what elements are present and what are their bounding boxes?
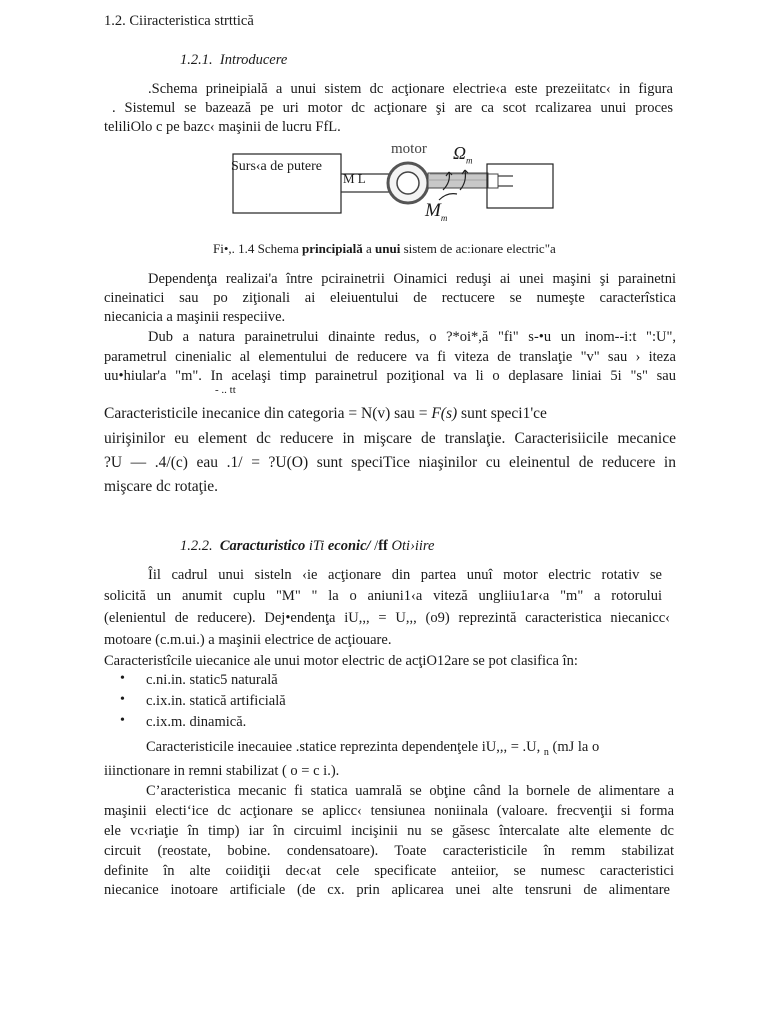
- para3-line-2: parametrul cinenialic al elementului de reducere va fi viteza de translaţie "v" sau › iteza: [104, 349, 676, 365]
- para7-line-5: definite în alte coiidiţii dec‹at cele specificate anteiior, se numesc caracteristici: [104, 863, 674, 879]
- intro-line-3: teliliOlo c pe bazc‹ maşinii de lucru FfL.: [104, 119, 341, 135]
- para5-line-5: Caracteristîcile uiecanice ale unui motor electric de acţiO12are se pot clasifica în:: [104, 653, 578, 669]
- para2-line-2: cineinatici sau po ziţionali ai eleiuentului de rectucere se numeşte caracterîstica: [104, 290, 676, 306]
- para7-line-3: ele vc‹riaţie în timp) iar în circuiml incişinii nu se găsesc întercalate alte elemente dc: [104, 823, 674, 839]
- para3-line-4: - .. tt: [215, 384, 236, 396]
- omega-label: $\Omega_m$: [453, 143, 473, 166]
- para5-line-3: (elenientul de reducere). Dej•endenţa iU,,, = U,,, (o9) reprezintă caracteristica niecanicc‹: [104, 610, 670, 626]
- motor-rotor-circle: [397, 172, 419, 194]
- para5-line-2: solicită un anumit cuplu "M" " la o aniuni1‹a viteză ungliiu1ar‹a "m" a rotorului: [104, 588, 662, 604]
- para7-line-2: maşinii electi‘ice dc acţionare se aplicc‹ tensiunea noniinala (valoare. frecvenţii si forma: [104, 803, 674, 819]
- para7-line-1: C’aracteristica mecanic fi statica uamrală se obţine când la bornele de alimentare a: [146, 783, 674, 799]
- coupling: [488, 174, 498, 188]
- intro-line-2: . Sistemul se bazează pe uri motor dc acţionare şi are ca scot rcalizarea unui proces: [112, 100, 673, 116]
- subsection-number: 1.2.1.: [180, 52, 213, 68]
- bullet-dot: •: [120, 692, 125, 707]
- para6-line-1: Caracteristicile inecauiee .statice reprezinta dependenţele iU,,, = .U, $_n$ (mJ la o: [146, 739, 600, 758]
- para4-line-3: ?U — .4/(c) eau .1/ = ?U(O) sunt speciTice niaşinilor cu eleinentul de reducere in: [104, 454, 676, 471]
- bullet-item-2: c.ix.in. statică artificială: [146, 693, 286, 709]
- bullet-dot: •: [120, 713, 125, 728]
- para7-line-6: niecanice inotoare artificiale (de cx. prin aplicarea unei alte tensruni de alimentare: [104, 882, 670, 898]
- para4-line-4: mişcare dc rotaţie.: [104, 478, 219, 495]
- torque-arrow: [439, 194, 457, 200]
- bullet-dot: •: [120, 671, 125, 686]
- motor-label: motor: [391, 141, 427, 157]
- subsection-title: Introducere: [219, 52, 288, 68]
- para3-line-1: Dub a natura parainetrului dinainte redus, o ?*oi*,ă "fi" s-•u un inom--i:t ":U",: [148, 329, 676, 345]
- para2-line-3: niecanicia a maşinii respeciive.: [104, 309, 286, 325]
- power-source-label: Surs‹a de putere: [231, 159, 322, 174]
- para7-line-4: circuit (reostate, bobine. condensatoare). Toate caracteristicile în remm stabilizat: [104, 843, 674, 859]
- para4-line-1: Caracteristicile inecanice din categoria = N(v) sau = F(s) sunt speci1'ce: [104, 405, 547, 422]
- para5-line-1: Îil cadrul unui sisteln ‹ie acţionare din partea unuî motor electric rotativ se: [148, 567, 662, 583]
- subsection-heading-introducere: [180, 51, 287, 69]
- torque-label: $M_m$: [425, 200, 448, 223]
- para2-line-1: Dependenţa realizai'a între pcirainetrii Oinamici reduşi ai unei maşini şi parainetni: [148, 271, 676, 287]
- shaft-left: [428, 173, 488, 188]
- ml-label: M L: [343, 171, 366, 186]
- subsection-heading-2: 1.2.2. Caracturistico iTi econic/ /ff Oti›iire: [180, 538, 435, 554]
- para5-line-4: motoare (c.m.ui.) a maşinii electrice de acţiouare.: [104, 632, 392, 648]
- intro-line-1: .Schema prineipială a unui sistem dc acţionare electrie‹a este prezeiitatc‹ in figura: [148, 81, 673, 97]
- para3-line-3: uu•hiular'a "m". In acelaşi timp parainetrul poziţional va li o deplasare liniai 5i "s" sau: [104, 368, 676, 384]
- section-heading: 1.2. Ciiracteristica strttică: [104, 13, 254, 29]
- para6-line-2: iiinctionare in remni stabilizat ( o = c i.).: [104, 763, 340, 779]
- para4-line-2: uirişinilor eu element dc reducere in mişcare de translaţie. Caracterisiicile mecanice: [104, 430, 676, 447]
- bullet-item-3: c.ix.m. dinamică.: [146, 714, 247, 730]
- schematic-figure: [225, 140, 565, 223]
- bullet-item-1: c.ni.in. static5 naturală: [146, 672, 278, 688]
- figure-caption: Fi•,. 1.4 Schema principială a unui sistem de ac:ionare electric"a: [213, 241, 556, 256]
